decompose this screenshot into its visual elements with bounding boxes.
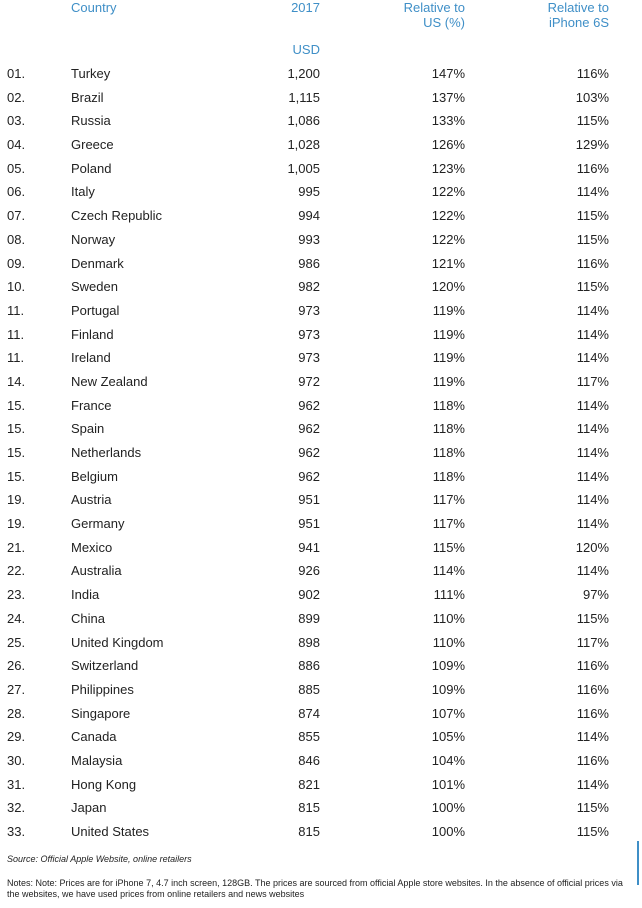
relative-us-cell: 122%: [431, 184, 465, 200]
table-row: [0, 323, 642, 347]
relative-us-cell: 109%: [431, 681, 465, 697]
table-row: [0, 109, 642, 133]
usd-cell: 846: [298, 752, 320, 768]
usd-cell: 962: [298, 421, 320, 437]
relative-us-cell: 100%: [431, 800, 465, 816]
country-cell: Ireland: [71, 350, 111, 366]
relative-us-cell: 118%: [432, 445, 465, 460]
table-row: [0, 631, 642, 655]
country-cell: Poland: [71, 160, 112, 176]
usd-cell: 898: [298, 634, 320, 650]
country-cell: Australia: [71, 563, 122, 579]
country-cell: Turkey: [71, 66, 111, 81]
country-cell: Greece: [71, 137, 114, 153]
rank-cell: 09.: [7, 255, 26, 271]
usd-cell: 899: [298, 610, 320, 626]
table-row: [0, 275, 642, 299]
relative-us-cell: 110%: [432, 634, 465, 650]
rank-cell: 08.: [7, 231, 26, 247]
rank-cell: 25.: [7, 634, 26, 650]
relative-iphone-cell: 129%: [575, 137, 609, 153]
table-row: [0, 725, 642, 749]
relative-iphone-cell: 116%: [576, 658, 609, 674]
usd-cell: 951: [298, 516, 320, 532]
rank-cell: 04.: [7, 137, 26, 153]
relative-iphone-cell: 115%: [576, 113, 609, 129]
relative-iphone-cell: 114%: [576, 397, 609, 413]
rank-cell: 15.: [7, 468, 26, 484]
rank-cell: 14.: [7, 373, 26, 389]
table-row: [0, 488, 642, 512]
country-cell: Brazil: [71, 89, 104, 105]
relative-us-cell: 107%: [431, 705, 465, 721]
rank-cell: 29.: [7, 729, 26, 745]
relative-us-cell: 101%: [431, 776, 465, 792]
table-row: [0, 62, 642, 86]
usd-cell: 973: [298, 326, 320, 342]
relative-us-cell: 120%: [431, 279, 465, 295]
usd-cell: 994: [298, 208, 320, 224]
table-row: [0, 228, 642, 252]
country-cell: Mexico: [71, 539, 113, 555]
relative-iphone-cell: 114%: [576, 563, 609, 579]
rank-cell: 15.: [7, 397, 26, 413]
header-relative-us: Relative to US (%): [403, 0, 465, 30]
usd-cell: 962: [298, 468, 320, 484]
relative-us-cell: 119%: [432, 302, 465, 318]
usd-cell: 973: [298, 350, 320, 366]
rank-cell: 11.: [7, 350, 25, 366]
relative-iphone-cell: 114%: [576, 445, 609, 460]
relative-iphone-cell: 114%: [576, 776, 609, 792]
rank-cell: 15.: [7, 445, 26, 460]
relative-us-cell: 109%: [431, 658, 465, 674]
table-row: [0, 252, 642, 276]
relative-iphone-cell: 116%: [576, 705, 609, 721]
table-row: [0, 86, 642, 110]
price-table: [0, 62, 642, 844]
rank-cell: 01.: [7, 66, 26, 81]
relative-iphone-cell: 116%: [576, 160, 609, 176]
relative-iphone-cell: 117%: [576, 373, 609, 389]
country-cell: Italy: [71, 184, 95, 200]
rank-cell: 21.: [7, 539, 26, 555]
country-cell: India: [71, 587, 100, 603]
country-cell: Singapore: [71, 705, 131, 721]
relative-us-cell: 118%: [432, 468, 465, 484]
relative-us-cell: 122%: [431, 208, 465, 224]
table-row: [0, 394, 642, 418]
relative-iphone-cell: 103%: [575, 89, 609, 105]
relative-iphone-cell: 116%: [576, 681, 609, 697]
relative-iphone-cell: 116%: [576, 66, 609, 81]
rank-cell: 32.: [7, 800, 26, 816]
table-row: [0, 417, 642, 441]
usd-cell: 973: [298, 302, 320, 318]
relative-iphone-cell: 115%: [576, 279, 609, 295]
country-cell: Norway: [71, 231, 116, 247]
relative-us-cell: 118%: [432, 421, 465, 437]
usd-cell: 855: [298, 729, 320, 745]
table-row: [0, 796, 642, 820]
country-cell: Germany: [71, 516, 125, 532]
rank-cell: 27.: [7, 681, 26, 697]
relative-us-cell: 105%: [431, 729, 465, 745]
table-row: [0, 370, 642, 394]
rank-cell: 11.: [7, 302, 25, 318]
usd-cell: 1,028: [287, 137, 320, 153]
country-cell: Finland: [71, 326, 114, 342]
source-note: Source: Official Apple Website, online retailers: [7, 854, 192, 864]
notes-text: Notes: Note: Prices are for iPhone 7, 4.7 inch screen, 128GB. The prices are sourced from official Apple store websites. In the absence of official prices via the websites, we have used prices from online retailers and news websites: [7, 878, 623, 899]
relative-iphone-cell: 115%: [576, 208, 609, 224]
country-cell: Portugal: [71, 302, 120, 318]
rank-cell: 03.: [7, 113, 26, 129]
relative-us-cell: 115%: [432, 539, 465, 555]
table-row: [0, 583, 642, 607]
country-cell: Japan: [71, 800, 107, 816]
header-unit: USD: [292, 42, 320, 57]
rank-cell: 05.: [7, 160, 26, 176]
usd-cell: 821: [298, 776, 320, 792]
country-cell: Netherlands: [71, 445, 142, 460]
header-relative-iphone: Relative to iPhone 6S: [547, 0, 609, 30]
usd-cell: 815: [298, 800, 320, 816]
rank-cell: 26.: [7, 658, 26, 674]
table-row: [0, 204, 642, 228]
table-row: [0, 559, 642, 583]
rank-cell: 19.: [7, 492, 26, 508]
rank-cell: 07.: [7, 208, 26, 224]
table-row: [0, 702, 642, 726]
rank-cell: 28.: [7, 705, 26, 721]
usd-cell: 986: [298, 255, 320, 271]
country-cell: Austria: [71, 492, 112, 508]
relative-us-cell: 114%: [432, 563, 465, 579]
relative-iphone-cell: 116%: [576, 752, 609, 768]
usd-cell: 874: [298, 705, 320, 721]
table-row: [0, 133, 642, 157]
relative-us-cell: 137%: [431, 89, 465, 105]
relative-us-cell: 126%: [431, 137, 465, 153]
relative-iphone-cell: 114%: [576, 516, 609, 532]
relative-us-cell: 121%: [431, 255, 465, 271]
table-row: [0, 654, 642, 678]
relative-iphone-cell: 114%: [576, 326, 609, 342]
rank-cell: 31.: [7, 776, 26, 792]
relative-us-cell: 122%: [431, 231, 465, 247]
relative-iphone-cell: 114%: [576, 350, 609, 366]
country-cell: Belgium: [71, 468, 118, 484]
relative-iphone-cell: 114%: [576, 302, 609, 318]
country-cell: Philippines: [71, 681, 134, 697]
usd-cell: 951: [298, 492, 320, 508]
rank-cell: 22.: [7, 563, 26, 579]
relative-iphone-cell: 114%: [576, 492, 609, 508]
table-row: [0, 465, 642, 489]
rank-cell: 24.: [7, 610, 26, 626]
relative-us-cell: 119%: [432, 350, 465, 366]
table-row: [0, 157, 642, 181]
country-cell: Denmark: [71, 255, 124, 271]
country-cell: Switzerland: [71, 658, 139, 674]
table-row: [0, 441, 642, 465]
table-row: [0, 678, 642, 702]
usd-cell: 902: [298, 587, 320, 603]
relative-iphone-cell: 114%: [576, 184, 609, 200]
rank-cell: 30.: [7, 752, 26, 768]
country-cell: Russia: [71, 113, 111, 129]
usd-cell: 1,005: [287, 160, 320, 176]
usd-cell: 982: [298, 279, 320, 295]
relative-us-cell: 110%: [432, 610, 465, 626]
usd-cell: 993: [298, 231, 320, 247]
header-country: Country: [71, 0, 117, 15]
country-cell: Sweden: [71, 279, 118, 295]
table-row: [0, 346, 642, 370]
usd-cell: 962: [298, 397, 320, 413]
country-cell: China: [71, 610, 105, 626]
country-cell: United Kingdom: [71, 634, 164, 650]
rank-cell: 11.: [7, 326, 25, 342]
header-year: 2017: [291, 0, 320, 15]
country-cell: Malaysia: [71, 752, 123, 768]
rank-cell: 33.: [7, 824, 26, 839]
country-cell: New Zealand: [71, 373, 148, 389]
relative-us-cell: 123%: [431, 160, 465, 176]
rank-cell: 23.: [7, 587, 26, 603]
usd-cell: 1,086: [287, 113, 320, 129]
relative-iphone-cell: 116%: [576, 255, 609, 271]
usd-cell: 926: [298, 563, 320, 579]
usd-cell: 1,200: [287, 66, 320, 81]
relative-iphone-cell: 114%: [576, 421, 609, 437]
relative-iphone-cell: 115%: [576, 231, 609, 247]
relative-us-cell: 111%: [433, 587, 465, 603]
table-row: [0, 536, 642, 560]
relative-us-cell: 117%: [432, 516, 465, 532]
relative-iphone-cell: 117%: [576, 634, 609, 650]
table-row: [0, 180, 642, 204]
country-cell: Czech Republic: [71, 208, 163, 224]
relative-iphone-cell: 97%: [582, 587, 609, 603]
table-row: [0, 773, 642, 797]
country-cell: Hong Kong: [71, 776, 137, 792]
relative-iphone-cell: 115%: [576, 610, 609, 626]
usd-cell: 962: [298, 445, 320, 460]
country-cell: Canada: [71, 729, 117, 745]
rank-cell: 15.: [7, 421, 26, 437]
usd-cell: 815: [298, 824, 320, 839]
relative-iphone-cell: 115%: [576, 824, 609, 839]
rank-cell: 10.: [7, 279, 26, 295]
relative-us-cell: 104%: [431, 752, 465, 768]
relative-us-cell: 119%: [432, 326, 465, 342]
relative-iphone-cell: 115%: [576, 800, 609, 816]
usd-cell: 886: [298, 658, 320, 674]
accent-bar: [637, 841, 639, 885]
relative-us-cell: 119%: [432, 373, 465, 389]
usd-cell: 1,115: [288, 89, 320, 105]
table-row: [0, 299, 642, 323]
rank-cell: 06.: [7, 184, 26, 200]
relative-iphone-cell: 120%: [575, 539, 609, 555]
table-row: [0, 749, 642, 773]
country-cell: Spain: [71, 421, 105, 437]
relative-iphone-cell: 114%: [576, 468, 609, 484]
relative-iphone-cell: 114%: [576, 729, 609, 745]
table-row: [0, 512, 642, 536]
country-cell: France: [71, 397, 112, 413]
relative-us-cell: 133%: [431, 113, 465, 129]
rank-cell: 02.: [7, 89, 26, 105]
relative-us-cell: 147%: [431, 66, 465, 81]
usd-cell: 941: [298, 539, 320, 555]
relative-us-cell: 117%: [432, 492, 465, 508]
table-row: [0, 820, 642, 844]
usd-cell: 972: [298, 373, 320, 389]
usd-cell: 995: [298, 184, 320, 200]
relative-us-cell: 118%: [432, 397, 465, 413]
table-row: [0, 607, 642, 631]
relative-us-cell: 100%: [431, 824, 465, 839]
usd-cell: 885: [298, 681, 320, 697]
rank-cell: 19.: [7, 516, 26, 532]
country-cell: United States: [71, 824, 150, 839]
